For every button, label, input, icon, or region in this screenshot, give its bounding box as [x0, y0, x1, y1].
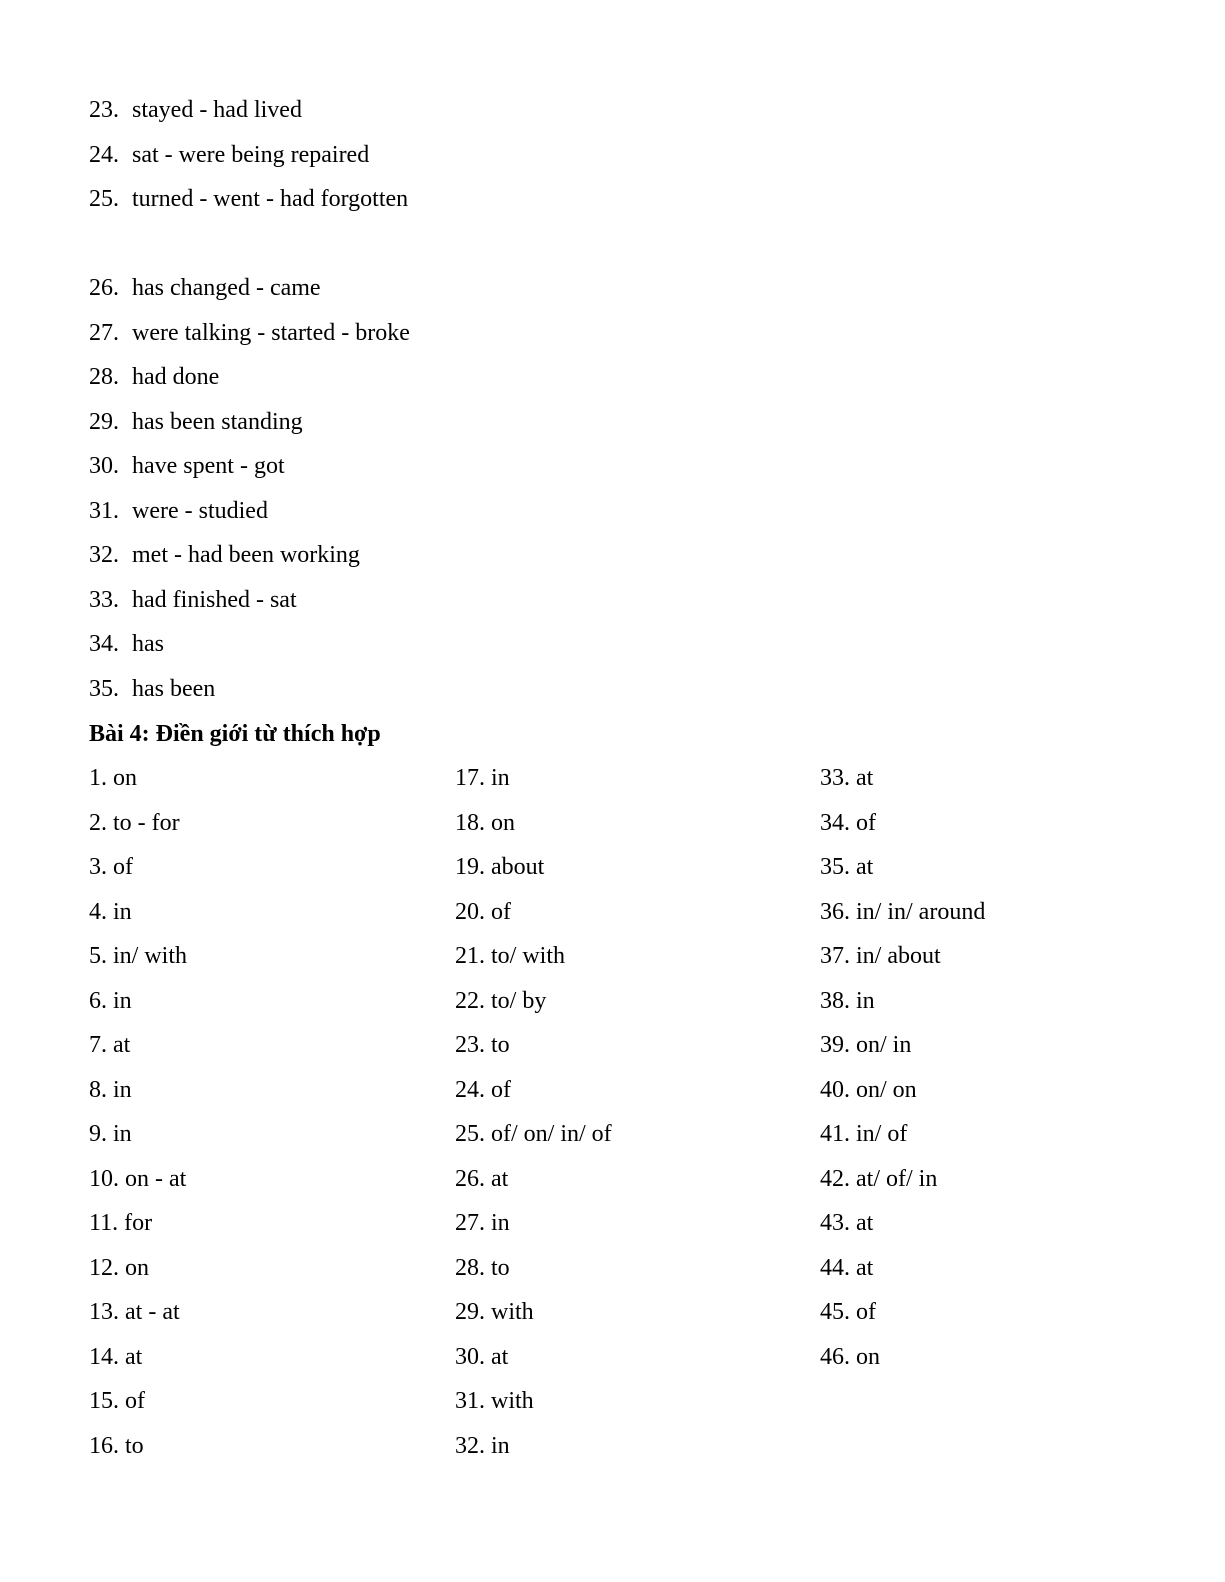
list-item: [89, 671, 410, 716]
list-item: 7. at: [89, 1032, 131, 1058]
item-text: turned - went - had forgotten: [132, 186, 409, 212]
list-item: 13. at - at: [89, 1299, 180, 1325]
list-item: 19. about: [455, 854, 545, 880]
list-item: 1. on: [89, 765, 137, 791]
list-item: 8. in: [89, 1076, 132, 1103]
item-text: has been standing: [132, 408, 303, 435]
list-item: 9. in: [89, 1121, 132, 1147]
list-item: [89, 493, 410, 538]
list-item: [89, 448, 410, 493]
list-item: [89, 626, 410, 671]
list-item: 34. of: [820, 809, 876, 836]
list-item: [89, 270, 410, 315]
list-item: 24. of: [455, 1076, 511, 1103]
list-item: 12. on: [89, 1254, 149, 1281]
item-number: 34.: [89, 631, 119, 657]
item-text: met - had been working: [132, 542, 360, 568]
item-number: 31.: [89, 497, 119, 524]
item-text: were - studied: [132, 497, 268, 524]
list-item: 41. in/ of: [820, 1121, 908, 1147]
item-number: 24.: [89, 141, 119, 168]
list-item: 25. of/ on/ in/ of: [455, 1121, 612, 1147]
list-item: 36. in/ in/ around: [820, 898, 986, 925]
list-item: 16. to: [89, 1432, 144, 1459]
item-text: have spent - got: [132, 453, 285, 479]
list-item: 18. on: [455, 809, 515, 836]
list-item: 45. of: [820, 1299, 876, 1325]
list-item: [89, 92, 410, 137]
list-item: [89, 315, 410, 360]
item-number: 35.: [89, 675, 119, 702]
list-item: 43. at: [820, 1210, 874, 1236]
list-item: 3. of: [89, 854, 133, 880]
answer-column-1: [89, 760, 187, 1472]
list-item: 32. in: [455, 1432, 510, 1459]
list-item: [89, 137, 410, 182]
list-item: [89, 537, 410, 582]
item-text: has been: [132, 675, 216, 702]
item-number: 23.: [89, 97, 119, 123]
list-item: 17. in: [455, 765, 510, 791]
list-item: 44. at: [820, 1254, 874, 1281]
list-item: 20. of: [455, 898, 511, 925]
list-item: 38. in: [820, 987, 875, 1014]
list-item: 4. in: [89, 898, 132, 925]
list-item: [89, 359, 410, 404]
list-item: 21. to/ with: [455, 943, 566, 969]
list-item: [89, 181, 410, 226]
item-number: 26.: [89, 275, 119, 301]
list-item: 37. in/ about: [820, 943, 941, 969]
item-text: sat - were being repaired: [132, 141, 370, 168]
list-item: 14. at: [89, 1343, 143, 1370]
item-number: 27.: [89, 319, 119, 346]
item-number: 29.: [89, 408, 119, 435]
item-number: 32.: [89, 542, 119, 568]
item-number: 25.: [89, 186, 119, 212]
list-item: 29. with: [455, 1299, 534, 1325]
list-item: 23. to: [455, 1032, 510, 1058]
list-item: 11. for: [89, 1210, 153, 1236]
list-item: 42. at/ of/ in: [820, 1165, 938, 1192]
list-item: 28. to: [455, 1254, 510, 1281]
list-item: [89, 582, 410, 627]
blank-gap: [89, 226, 410, 271]
list-item: 35. at: [820, 854, 874, 880]
answer-column-2: [455, 760, 612, 1472]
item-text: has changed - came: [132, 275, 321, 301]
item-number: 28.: [89, 364, 119, 390]
answer-column-3: [820, 760, 985, 1383]
list-item: 10. on - at: [89, 1165, 187, 1192]
list-item: 5. in/ with: [89, 943, 188, 969]
item-text: stayed - had lived: [132, 97, 302, 123]
item-text: had finished - sat: [132, 586, 297, 613]
list-item: 39. on/ in: [820, 1032, 912, 1058]
list-item: 6. in: [89, 987, 132, 1014]
section-title: Bài 4: Điền giới từ thích hợp: [89, 721, 381, 747]
item-text: has: [132, 631, 164, 657]
list-item: 40. on/ on: [820, 1076, 917, 1103]
item-text: were talking - started - broke: [132, 319, 410, 346]
list-item: 15. of: [89, 1388, 145, 1414]
list-item: 33. at: [820, 765, 874, 791]
item-number: 30.: [89, 453, 119, 479]
list-item: 31. with: [455, 1388, 534, 1414]
list-item: 30. at: [455, 1343, 509, 1370]
list-item: 46. on: [820, 1343, 880, 1370]
numbered-answer-list: [89, 92, 410, 715]
list-item: 22. to/ by: [455, 987, 547, 1014]
item-number: 33.: [89, 586, 119, 613]
item-text: had done: [132, 364, 220, 390]
list-item: 26. at: [455, 1165, 509, 1192]
list-item: 2. to - for: [89, 809, 180, 836]
list-item: [89, 404, 410, 449]
list-item: 27. in: [455, 1210, 510, 1236]
